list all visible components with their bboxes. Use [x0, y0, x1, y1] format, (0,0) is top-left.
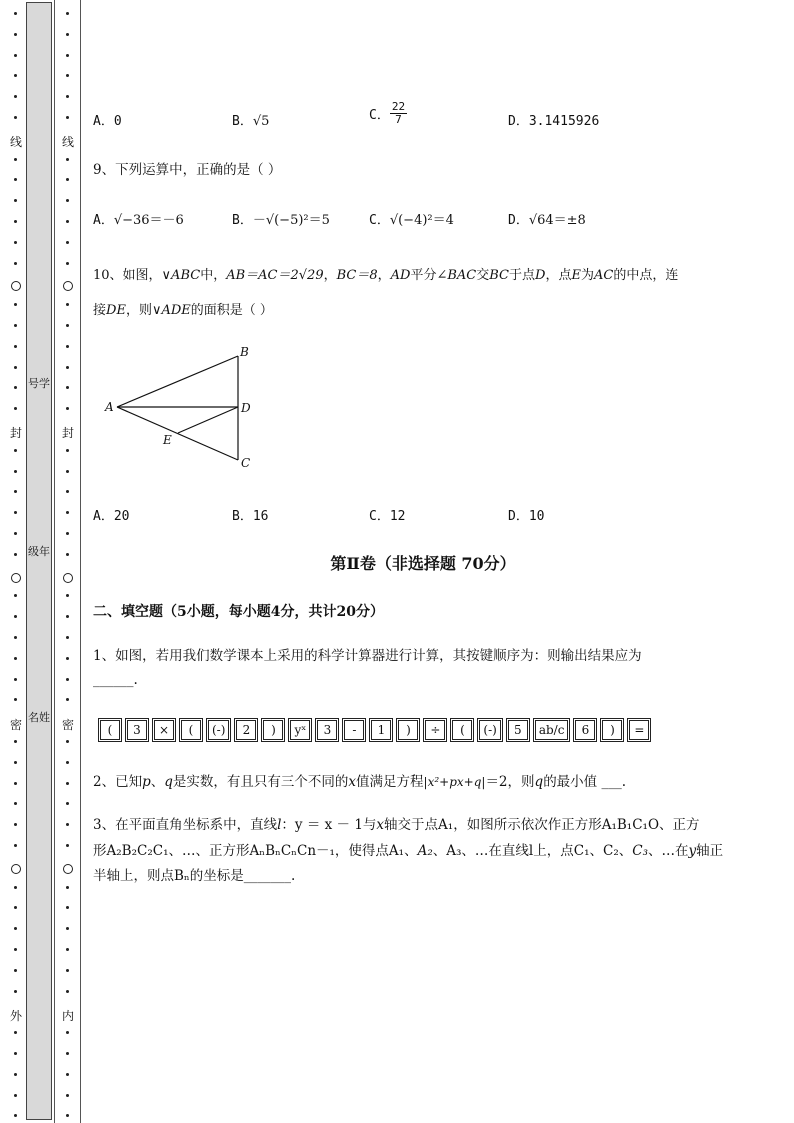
text: 2、已知 [93, 774, 143, 790]
cut-line-dot [66, 74, 69, 77]
math-expr: √−36 [113, 213, 150, 228]
figure-label-e: E [163, 433, 172, 447]
cut-line-dot [66, 553, 69, 556]
q9-stem: 9、下列运算中，正确的是（ ） [93, 162, 282, 178]
key-label: ( [181, 720, 201, 740]
cut-line-dot [66, 886, 69, 889]
text: 轴正 [696, 843, 724, 859]
cut-line-dot [14, 594, 17, 597]
cut-line-dot [66, 54, 69, 57]
math-bc: BC＝8 [336, 268, 378, 283]
cut-line-dot [66, 969, 69, 972]
key-label: 2 [236, 720, 256, 740]
cut-line-dot [66, 1052, 69, 1055]
text: 轴交于点A₁，如图所示依次作正方形A₁B₁C₁O、正方 [384, 817, 700, 833]
q9-option-c [369, 209, 454, 228]
calc-key [477, 718, 502, 742]
f3-stem-line1 [93, 813, 700, 833]
key-label: yˣ [290, 720, 310, 740]
cut-line-circle-icon [11, 281, 21, 291]
cut-line-dot [66, 615, 69, 618]
calc-key [423, 718, 447, 742]
cut-line-dot [14, 95, 17, 98]
calc-key [506, 718, 530, 742]
key-label: 3 [127, 720, 147, 740]
text: 的最小值 ___. [543, 774, 627, 790]
cut-line-dot [14, 553, 17, 556]
f1-stem-line1: 1、如图，若用我们数学课本上采用的科学计算器进行计算，其按键顺序为：则输出结果应为 [93, 648, 642, 664]
math-bc-seg: BC [489, 268, 510, 283]
label-name: 名姓 [28, 711, 50, 724]
cut-line-dot [66, 823, 69, 826]
triangle-figure [103, 340, 263, 475]
text: 接 [93, 303, 107, 318]
text: 为 [580, 268, 594, 283]
cut-line-dot [66, 1031, 69, 1034]
q9-option-d [508, 209, 586, 228]
cut-line-dot [14, 636, 17, 639]
text: ＝2，则 [485, 774, 535, 790]
text: 的面积是（ ） [190, 303, 273, 318]
cut-line-dot [66, 906, 69, 909]
fraction-22-7 [390, 101, 407, 126]
figure-label-a: A [105, 400, 114, 414]
cut-line-dot [14, 1114, 17, 1117]
q10-stem-line2 [93, 299, 273, 318]
bind-char-line: 线 [61, 135, 74, 149]
q10-option-c: C．12 [369, 509, 406, 524]
math-ac: AC [594, 268, 614, 283]
text: 值满足方程 [356, 774, 424, 790]
key-label: ÷ [425, 720, 445, 740]
math-result: ＝－6 [149, 213, 184, 228]
key-label: - [344, 720, 364, 740]
text: ，则 [125, 303, 152, 318]
cut-line-dot [66, 386, 69, 389]
cut-line-dot [66, 678, 69, 681]
fill-blank-section-title: 二、填空题（5小题，每小题4分，共计20分） [93, 604, 384, 620]
cut-line-dot [14, 906, 17, 909]
cut-line-dot [14, 969, 17, 972]
cut-line-dot [14, 657, 17, 660]
key-label: ) [602, 720, 622, 740]
cut-line-dot [66, 802, 69, 805]
cut-line-dot [66, 470, 69, 473]
calc-key [369, 718, 393, 742]
cut-line-dot [14, 948, 17, 951]
f3-stem-line2 [93, 839, 723, 859]
cut-line-dot [66, 199, 69, 202]
cut-line-dot [14, 823, 17, 826]
math-angle-bac: ∠BAC [436, 268, 477, 283]
cut-line-dot [14, 615, 17, 618]
q8-option-a: A．0 [93, 114, 122, 129]
cut-line-dot [66, 95, 69, 98]
cut-line-dot [14, 1073, 17, 1076]
cut-line-dot [14, 990, 17, 993]
cut-line-dot [66, 116, 69, 119]
cut-line-dot [14, 678, 17, 681]
text: 平分 [410, 268, 437, 283]
cut-line-dot [14, 324, 17, 327]
text: 是实数，有且只有三个不同的 [172, 774, 349, 790]
binding-line-inner [80, 0, 81, 1123]
q10-option-d: D．10 [508, 509, 545, 524]
key-label: ab/c [535, 720, 569, 740]
math-p: p [142, 774, 151, 790]
sqrt5: √5 [252, 114, 270, 129]
cut-line-dot [14, 886, 17, 889]
cut-line-dot [66, 698, 69, 701]
cut-line-dot [14, 220, 17, 223]
calc-key [206, 718, 231, 742]
cut-line-dot [14, 698, 17, 701]
cut-line-dot [66, 1094, 69, 1097]
text: 形A₂B₂C₂C₁、…、正方形AₙBₙCₙCn－₁，使得点A₁、 [93, 843, 418, 859]
calc-key [315, 718, 339, 742]
cut-line-dot [66, 324, 69, 327]
cut-line-dot [66, 303, 69, 306]
option-prefix: A． [93, 213, 114, 228]
bind-char-line: 线 [9, 135, 22, 149]
bind-char-seal: 封 [61, 426, 74, 440]
cut-line-circle-icon [63, 573, 73, 583]
cut-line-dot [66, 636, 69, 639]
cut-line-dot [14, 116, 17, 119]
cut-line-dot [14, 33, 17, 36]
option-prefix: B． [232, 114, 253, 129]
cut-line-dot [66, 345, 69, 348]
bind-char-secret: 密 [61, 718, 74, 732]
cut-line-circle-icon [11, 573, 21, 583]
calc-key [627, 718, 651, 742]
cut-line-dot [66, 532, 69, 535]
cut-line-dot [66, 844, 69, 847]
cut-line-dot [66, 241, 69, 244]
bind-char-secret: 密 [9, 718, 22, 732]
cut-line-dot [66, 366, 69, 369]
cut-line-dot [14, 1031, 17, 1034]
text: ：y ＝ x － 1与 [281, 817, 377, 833]
calc-key [98, 718, 122, 742]
label-grade: 级年 [28, 545, 50, 558]
text: 、…在 [647, 843, 689, 859]
math-x: x [348, 774, 357, 790]
math-d: D [535, 268, 546, 283]
cut-line-dot [66, 407, 69, 410]
text: ， [377, 268, 391, 283]
math-ad: AD [390, 268, 411, 283]
cut-line-dot [14, 532, 17, 535]
cut-line-dot [66, 740, 69, 743]
math-a2: A₂ [417, 843, 433, 859]
key-label: (-) [479, 720, 500, 740]
math-expr: √(−4)² [389, 213, 433, 228]
text: 交 [476, 268, 490, 283]
math-result: ＝5 [308, 213, 330, 228]
cut-line-dot [66, 449, 69, 452]
text: 、A₃、…在直线l上，点C₁、C₂、 [432, 843, 633, 859]
calc-key [179, 718, 203, 742]
binding-margin [0, 0, 82, 1123]
cut-line-circle-icon [63, 281, 73, 291]
label-student-no: 号学 [28, 377, 50, 390]
f1-stem-line2: ______. [93, 672, 138, 688]
cut-line-dot [66, 990, 69, 993]
cut-line-dot [14, 490, 17, 493]
math-expr: －√(−5)² [252, 213, 309, 228]
cut-line-dot [14, 927, 17, 930]
cut-line-dot [14, 74, 17, 77]
cut-line-dot [66, 12, 69, 15]
text: ，点 [545, 268, 572, 283]
calc-key [396, 718, 420, 742]
f2-stem [93, 770, 626, 790]
cut-line-dot [66, 262, 69, 265]
cut-line-dot [14, 178, 17, 181]
figure-label-d: D [241, 401, 251, 415]
cut-line-dot [66, 1073, 69, 1076]
option-prefix: C． [369, 213, 390, 228]
q10-option-a: A．20 [93, 509, 130, 524]
calculator-key-sequence [98, 718, 651, 742]
cut-line-dot [66, 1114, 69, 1117]
key-label: = [629, 720, 649, 740]
cut-line-dot [14, 470, 17, 473]
dotted-cut-line-left [9, 0, 23, 1123]
cut-line-dot [14, 782, 17, 785]
text: 的中点，连 [613, 268, 679, 283]
calc-key [288, 718, 312, 742]
cut-line-dot [14, 303, 17, 306]
option-prefix: C． [369, 108, 390, 123]
q9-option-b [232, 209, 330, 228]
calc-key [125, 718, 149, 742]
q9-option-a [93, 209, 184, 228]
cut-line-dot [66, 490, 69, 493]
cut-line-dot [66, 158, 69, 161]
cut-line-dot [14, 241, 17, 244]
cut-line-dot [66, 511, 69, 514]
math-e: E [571, 268, 581, 283]
calc-key [342, 718, 366, 742]
text: 10、如图， [93, 268, 162, 283]
math-triangle-ade: ∨ADE [151, 303, 191, 318]
cut-line-dot [66, 927, 69, 930]
cut-line-dot [14, 366, 17, 369]
cut-line-dot [14, 158, 17, 161]
cut-line-dot [66, 220, 69, 223]
cut-line-dot [14, 262, 17, 265]
key-label: (-) [208, 720, 229, 740]
calc-key [600, 718, 624, 742]
text: 、 [150, 774, 165, 790]
option-prefix: B． [232, 213, 253, 228]
cut-line-dot [14, 12, 17, 15]
key-label: 3 [317, 720, 337, 740]
calc-key [234, 718, 258, 742]
cut-line-dot [66, 948, 69, 951]
text: 中， [200, 268, 227, 283]
math-x: x [376, 817, 385, 833]
cut-line-dot [14, 802, 17, 805]
math-de: DE [106, 303, 126, 318]
math-q: q [164, 774, 173, 790]
dotted-cut-line-right [61, 0, 75, 1123]
key-label: 5 [508, 720, 528, 740]
cut-line-dot [14, 740, 17, 743]
cut-line-dot [14, 844, 17, 847]
text: 于点 [509, 268, 536, 283]
key-label: 6 [575, 720, 595, 740]
math-y: y [688, 843, 697, 859]
cut-line-dot [66, 657, 69, 660]
text: 3、在平面直角坐标系中，直线 [93, 817, 278, 833]
math-result: ＝4 [432, 213, 454, 228]
math-equation: |x²+px+q| [423, 775, 486, 789]
key-label: ( [452, 720, 472, 740]
part2-title: 第Ⅱ卷（非选择题 70分） [330, 554, 516, 573]
cut-line-dot [66, 782, 69, 785]
cut-line-dot [66, 761, 69, 764]
cut-line-dot [14, 407, 17, 410]
key-label: ) [263, 720, 283, 740]
denominator: 7 [395, 113, 402, 126]
key-label: × [154, 720, 174, 740]
cut-line-dot [14, 345, 17, 348]
cut-line-dot [14, 761, 17, 764]
numerator: 22 [391, 100, 406, 113]
cut-line-circle-icon [11, 864, 21, 874]
cut-line-dot [14, 449, 17, 452]
f3-stem-line3: 半轴上，则点Bₙ的坐标是_______. [93, 868, 296, 884]
cut-line-dot [66, 594, 69, 597]
cut-line-dot [66, 178, 69, 181]
key-label: ) [398, 720, 418, 740]
cut-line-dot [14, 386, 17, 389]
math-expr: √64 [528, 213, 554, 228]
binding-strip [26, 2, 52, 1120]
q10-stem-line1 [93, 264, 678, 283]
calc-key [573, 718, 597, 742]
cut-line-dot [14, 511, 17, 514]
math-result: ＝±8 [553, 213, 586, 228]
calc-key [450, 718, 474, 742]
calc-key [152, 718, 176, 742]
math-triangle-abc: ∨ABC [161, 268, 201, 283]
q8-option-c [369, 101, 407, 126]
cut-line-dot [14, 199, 17, 202]
calc-key [261, 718, 285, 742]
figure-label-c: C [241, 456, 251, 470]
math-q: q [534, 774, 544, 790]
q10-option-b: B．16 [232, 509, 269, 524]
binding-line-outer [54, 0, 55, 1123]
math-l: l [277, 817, 282, 833]
calc-key [533, 718, 571, 742]
cut-line-dot [14, 54, 17, 57]
q8-option-d: D．3.1415926 [508, 114, 600, 129]
math-c3: C₃ [632, 843, 648, 859]
cut-line-circle-icon [63, 864, 73, 874]
key-label: 1 [371, 720, 391, 740]
cut-line-dot [66, 33, 69, 36]
bind-char-outer: 外 [9, 1009, 22, 1023]
text: ， [323, 268, 337, 283]
key-label: ( [100, 720, 120, 740]
figure-label-b: B [240, 345, 249, 359]
cut-line-dot [14, 1094, 17, 1097]
q8-option-b [232, 110, 269, 129]
math-ab-ac: AB＝AC＝2√29 [226, 268, 324, 283]
bind-char-seal: 封 [9, 426, 22, 440]
bind-char-inner: 内 [61, 1009, 74, 1023]
cut-line-dot [14, 1052, 17, 1055]
option-prefix: D． [508, 213, 529, 228]
